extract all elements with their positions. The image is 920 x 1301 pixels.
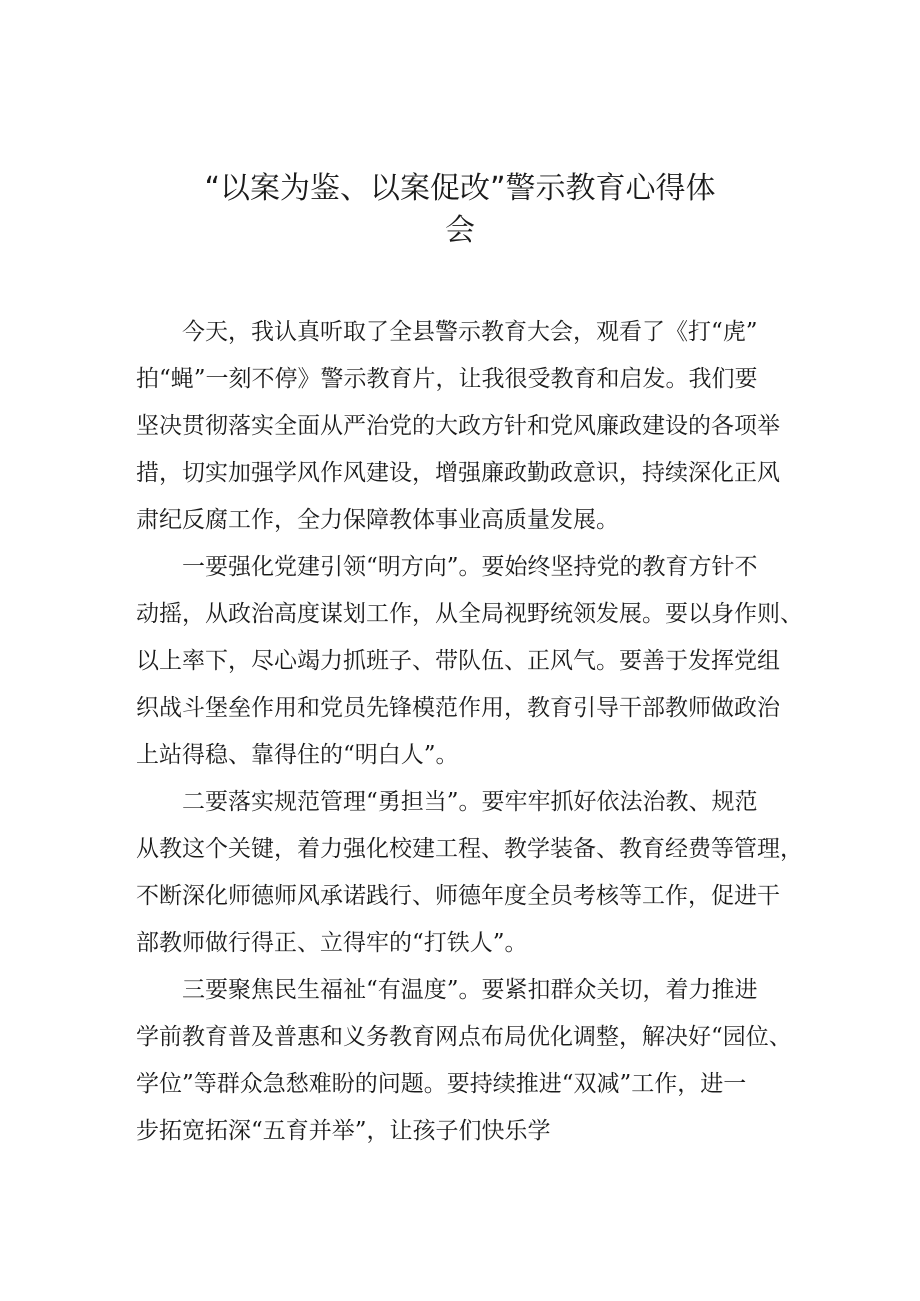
text-line: 动摇，从政治高度谋划工作，从全局视野统领发展。要以身作则、 xyxy=(136,601,803,627)
text-line: 以上率下，尽心竭力抓班子、带队伍、正风气。要善于发挥党组 xyxy=(136,648,780,674)
text-line: 步拓宽拓深“五育并举”，让孩子们快乐学 xyxy=(136,1118,551,1144)
paragraph-intro xyxy=(136,309,796,544)
text-line: 拍“蝇”一刻不停》警示教育片，让我很受教育和启发。我们要 xyxy=(136,366,758,392)
text-line: 织战斗堡垒作用和党员先锋模范作用，教育引导干部教师做政治 xyxy=(136,695,780,721)
text-line: 部教师做行得正、立得牢的“打铁人”。 xyxy=(136,930,528,956)
text-line: 上站得稳、靠得住的“明白人”。 xyxy=(136,742,459,768)
text-line: 二要落实规范管理“勇担当”。要牢牢抓好依法治教、规范 xyxy=(182,789,758,815)
document-body xyxy=(136,309,803,1155)
text-line: 学前教育普及普惠和义务教育网点布局优化调整，解决好“园位、 xyxy=(136,1024,792,1050)
text-line: 三要聚焦民生福祉“有温度”。要紧扣群众关切，着力推进 xyxy=(182,977,758,1003)
document-title xyxy=(0,168,920,252)
text-line: 坚决贯彻落实全面从严治党的大政方针和党风廉政建设的各项举 xyxy=(136,413,780,439)
title-line: 会 xyxy=(445,213,475,248)
paragraph-point-3 xyxy=(136,967,796,1155)
text-line: 肃纪反腐工作，全力保障教体事业高质量发展。 xyxy=(136,507,619,533)
paragraph-point-1 xyxy=(136,544,803,779)
paragraph-point-2 xyxy=(136,779,803,967)
text-line: 不断深化师德师风承诺践行、师德年度全员考核等工作，促进干 xyxy=(136,883,780,909)
text-line: 学位”等群众急愁难盼的问题。要持续推进“双减”工作，进一 xyxy=(136,1071,747,1097)
text-line: 从教这个关键，着力强化校建工程、教学装备、教育经费等管理， xyxy=(136,836,803,862)
text-line: 今天，我认真听取了全县警示教育大会，观看了《打“虎” xyxy=(182,319,758,345)
title-line: “以案为鉴、以案促改”警示教育心得体 xyxy=(204,171,716,206)
text-line: 措，切实加强学风作风建设，增强廉政勤政意识，持续深化正风 xyxy=(136,460,780,486)
text-line: 一要强化党建引领“明方向”。要始终坚持党的教育方针不 xyxy=(182,554,758,580)
